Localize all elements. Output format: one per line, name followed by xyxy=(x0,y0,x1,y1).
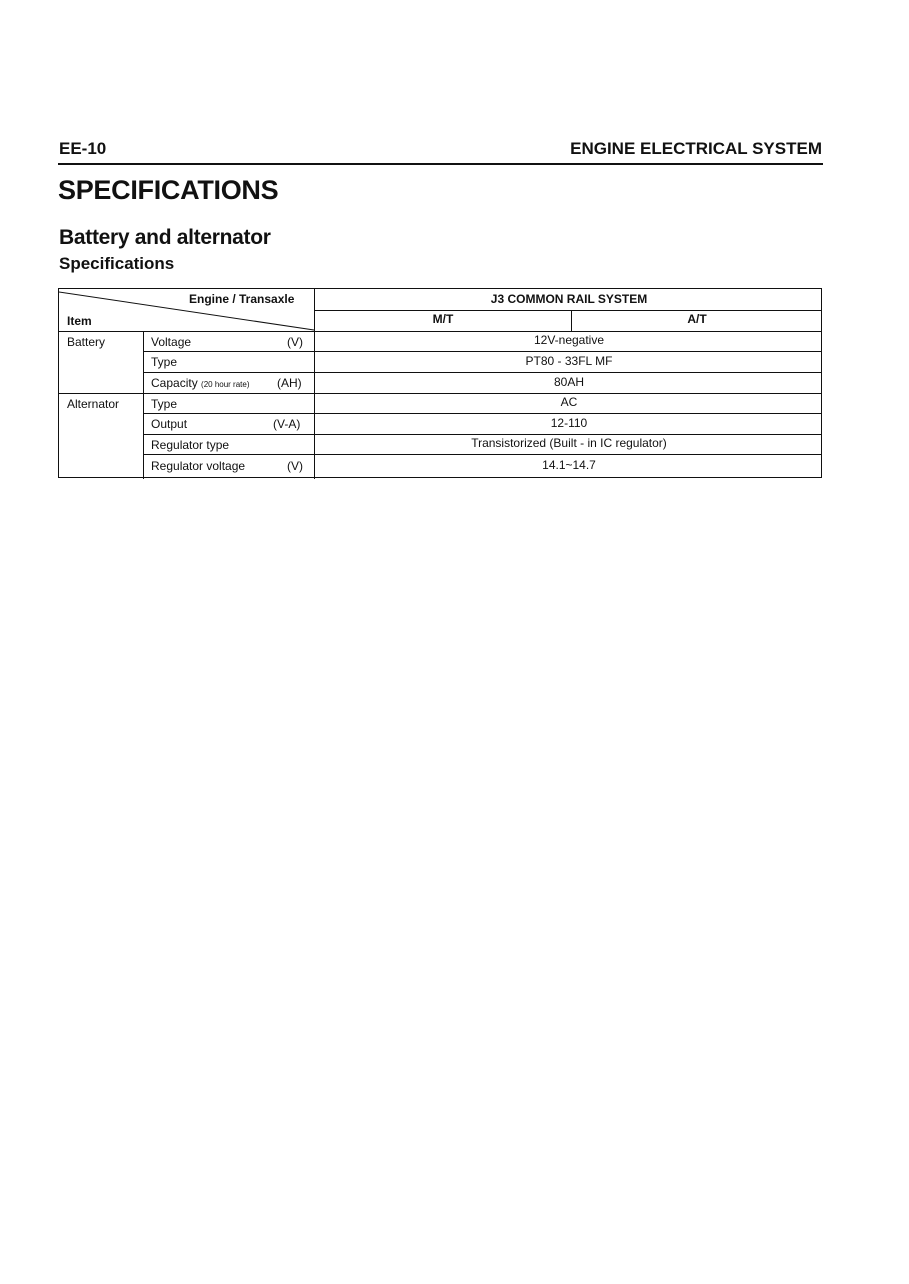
specifications-table xyxy=(58,288,822,478)
row-divider xyxy=(143,351,822,352)
page-title: SPECIFICATIONS xyxy=(58,175,279,205)
row-value: 80AH xyxy=(553,375,585,389)
row-label: Regulator voltage xyxy=(151,459,246,473)
row-value: Transistorized (Built - in IC regulator) xyxy=(471,436,667,450)
page-number: EE-10 xyxy=(59,139,107,158)
row-unit: (V) xyxy=(287,459,303,473)
row-unit: (AH) xyxy=(277,376,302,390)
row-divider xyxy=(143,454,822,455)
row-divider xyxy=(143,372,822,373)
chapter-title: ENGINE ELECTRICAL SYSTEM xyxy=(570,139,822,158)
row-value: 12V-negative xyxy=(533,333,605,347)
section-heading: Battery and alternator xyxy=(59,226,271,249)
row-label-qualifier: (20 hour rate) xyxy=(201,380,250,389)
row-label: Type xyxy=(151,355,178,369)
subsection-heading: Specifications xyxy=(59,254,175,273)
row-unit: (V) xyxy=(287,335,303,349)
header-rule xyxy=(58,163,823,165)
system-header-divider xyxy=(314,310,822,311)
row-divider xyxy=(143,413,822,414)
header-bottom-rule xyxy=(59,331,822,332)
group-battery: Battery xyxy=(67,335,106,349)
header-mt: M/T xyxy=(432,312,454,326)
row-label: Voltage xyxy=(151,335,192,349)
row-value: 14.1~14.7 xyxy=(542,458,596,472)
header-engine-transaxle: Engine / Transaxle xyxy=(189,292,295,306)
header-system: J3 COMMON RAIL SYSTEM xyxy=(490,292,648,306)
row-value: AC xyxy=(560,395,578,409)
row-label: Type xyxy=(151,397,178,411)
group-divider xyxy=(59,393,822,394)
header-at: A/T xyxy=(687,312,707,326)
row-label: Regulator type xyxy=(151,438,230,452)
group-alternator: Alternator xyxy=(67,397,120,411)
header-item: Item xyxy=(67,314,92,328)
row-label xyxy=(151,376,250,392)
row-divider xyxy=(143,434,822,435)
row-label: Output xyxy=(151,417,188,431)
row-label-text: Capacity xyxy=(151,376,198,390)
row-value: PT80 - 33FL MF xyxy=(525,354,613,368)
row-unit: (V-A) xyxy=(273,417,301,431)
group-column-divider xyxy=(143,331,144,479)
row-value: 12-110 xyxy=(550,416,588,430)
